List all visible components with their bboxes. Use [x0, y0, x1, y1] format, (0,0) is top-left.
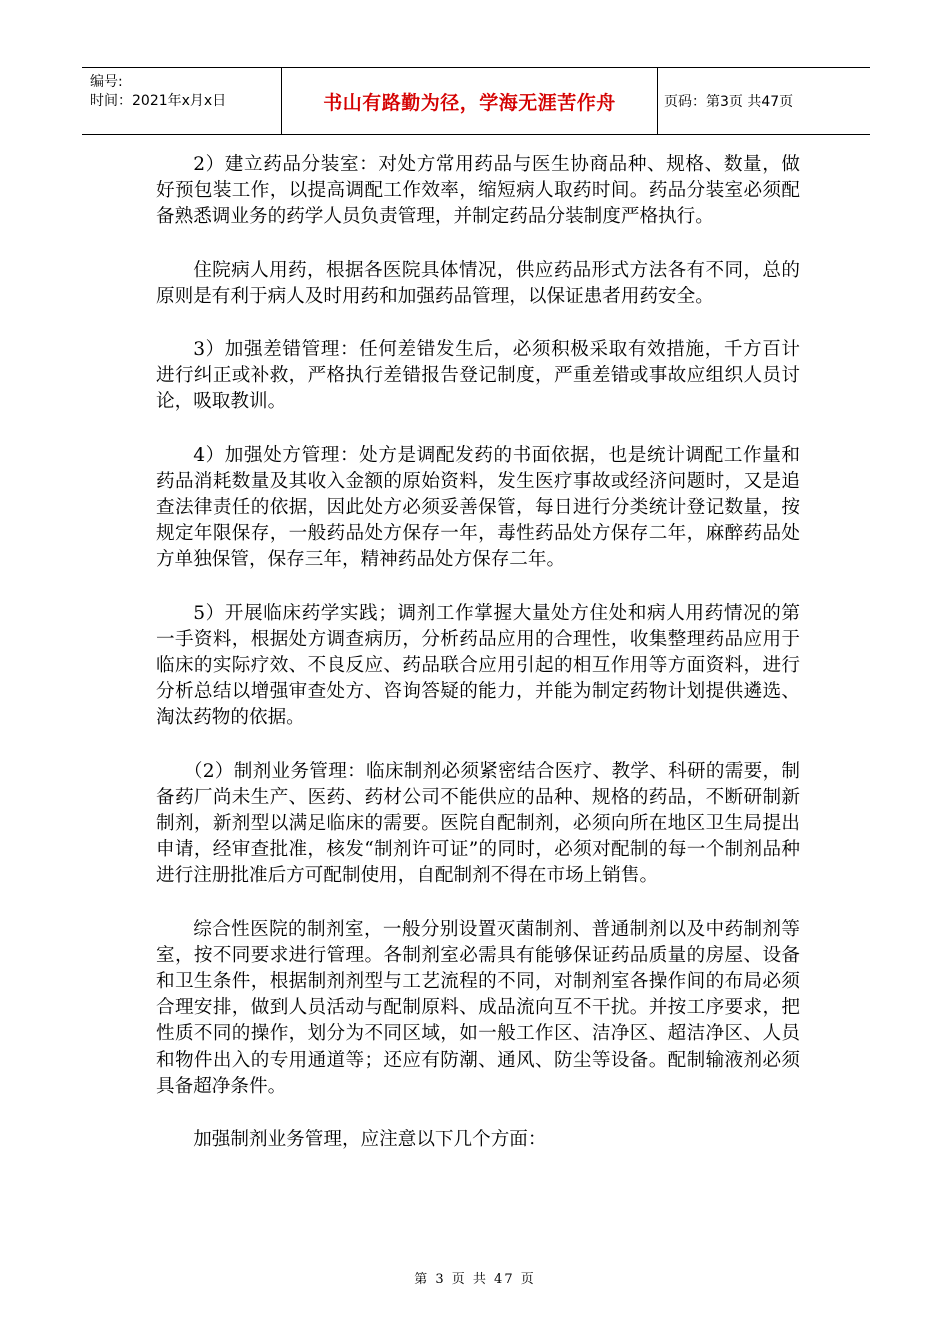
document-body — [156, 152, 800, 1180]
header-meta-cell — [82, 68, 282, 134]
paragraph: 4）加强处方管理：处方是调配发药的书面依据，也是统计调配工作量和药品消耗数量及其收入金额的原始资料，发生医疗事故或经济问题时，又是追查法律责任的依据，因此处方必须妥善保管，每日进行分类统计登记数量，按规定年限保存，一般药品处方保存一年，毒性药品处方保存二年，麻醉药品处方单独保管，保存三年，精神药品处方保存二年。 — [156, 444, 800, 571]
paragraph: 综合性医院的制剂室，一般分别设置灭菌制剂、普通制剂以及中药制剂等室，按不同要求进行管理。各制剂室必需具有能够保证药品质量的房屋、设备和卫生条件，根据制剂剂型与工艺流程的不同，对制剂室各操作间的布局必须合理安排，做到人员活动与配制原料、成品流向互不干扰。并按工序要求，把性质不同的操作，划分为不同区域，如一般工作区、洁净区、超洁净区、人员和物件出入的专用通道等；还应有防潮、通风、防尘等设备。配制输液剂必须具备超净条件。 — [156, 918, 800, 1097]
page-footer: 第 3 页 共 47 页 — [414, 1272, 536, 1287]
paragraph: （2）制剂业务管理：临床制剂必须紧密结合医疗、教学、科研的需要，制备药厂尚未生产、医药、药材公司不能供应的品种、规格的药品，不断研制新制剂，新剂型以满足临床的需要。医院自配制剂，必须向所在地区卫生局提出申请，经审查批准，核发“制剂许可证”的同时，必须对配制的每一个制剂品种进行注册批准后方可配制使用，自配制剂不得在市场上销售。 — [156, 760, 800, 887]
document-date-label: 时间：2021年x月x日 — [90, 93, 227, 109]
paragraph: 5）开展临床药学实践；调剂工作掌握大量处方住处和病人用药情况的第一手资料，根据处方调查病历，分析药品应用的合理性，收集整理药品应用于临床的实际疗效、不良反应、药品联合应用引起的相互作用等方面资料，进行分析总结以增强审查处方、咨询答疑的能力，并能为制定药物计划提供遴选、淘汰药物的依据。 — [156, 602, 800, 729]
paragraph: 2）建立药品分装室：对处方常用药品与医生协商品种、规格、数量，做好预包装工作，以提高调配工作效率，缩短病人取药时间。药品分装室必须配备熟悉调业务的药学人员负责管理，并制定药品分装制度严格执行。 — [156, 154, 800, 228]
header-page-label: 页码：第3页 共47页 — [664, 94, 794, 110]
paragraph: 住院病人用药，根据各医院具体情况，供应药品形式方法各有不同，总的原则是有利于病人及时用药和加强药品管理，以保证患者用药安全。 — [156, 259, 800, 307]
paragraph: 加强制剂业务管理，应注意以下几个方面： — [193, 1129, 547, 1151]
document-number-label: 编号: — [90, 74, 123, 90]
header-table — [82, 67, 870, 135]
paragraph: 3）加强差错管理：任何差错发生后，必须积极采取有效措施，千方百计进行纠正或补救，严格执行差错报告登记制度，严重差错或事故应组织人员讨论，吸取教训。 — [156, 339, 800, 413]
header-motto: 书山有路勤为径，学海无涯苦作舟 — [282, 68, 658, 134]
